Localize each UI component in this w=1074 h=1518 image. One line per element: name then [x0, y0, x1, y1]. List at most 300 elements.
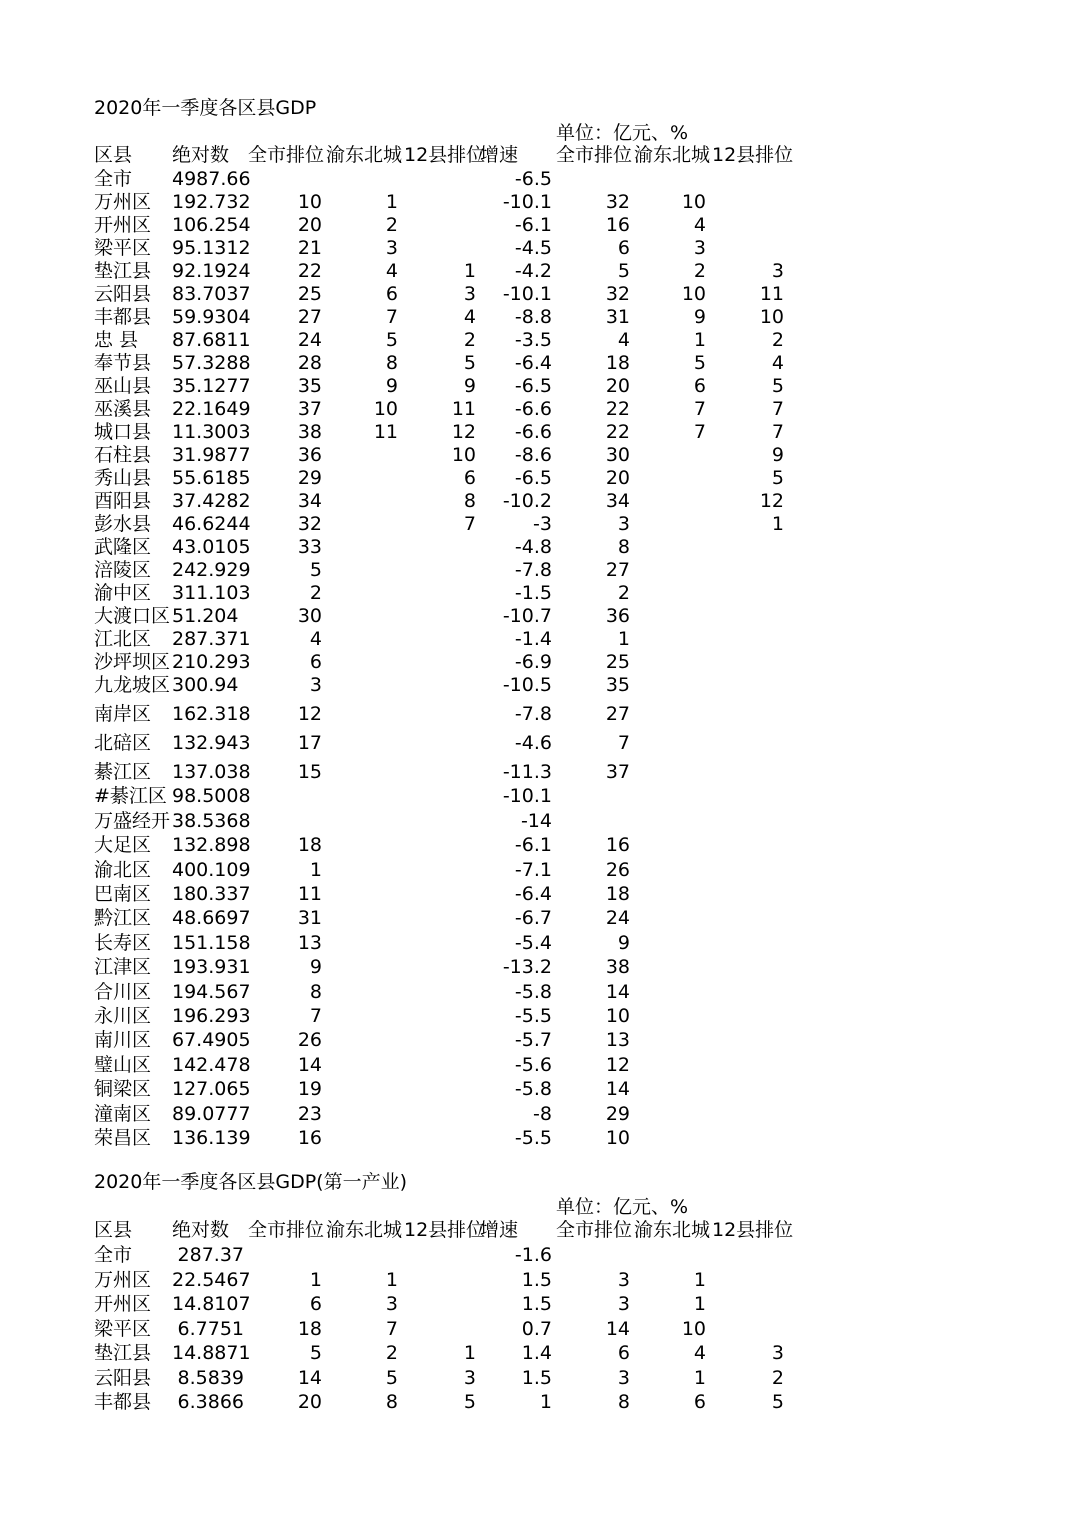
cell-growth-city-rank: 18	[605, 883, 630, 905]
cell-county: 九龙坡区	[94, 674, 171, 696]
cell-growth: -10.7	[502, 605, 552, 627]
cell-absolute: 193.931	[172, 956, 251, 979]
cell-growth-12county-rank	[710, 1054, 784, 1077]
cell-northeast-rank	[326, 628, 398, 651]
table-row	[0, 1342, 1074, 1365]
cell-growth-12county-rank	[710, 810, 784, 833]
cell-growth-northeast-rank	[632, 907, 706, 930]
table-row	[0, 283, 1074, 306]
cell-growth: -7.8	[514, 559, 552, 581]
cell-absolute: 14.8871	[172, 1342, 251, 1364]
cell-city-rank: 34	[297, 490, 322, 512]
cell-growth-12county-rank	[710, 237, 784, 260]
cell-growth-northeast-rank	[632, 883, 706, 906]
cell-absolute: 98.5008	[172, 785, 251, 808]
cell-growth-northeast-rank	[632, 1244, 706, 1267]
cell-city-rank: 26	[297, 1029, 322, 1052]
cell-city-rank: 1	[309, 1268, 322, 1291]
table-row	[0, 536, 1074, 559]
cell-growth-northeast-rank	[632, 859, 706, 882]
header-county: 区县	[94, 1219, 133, 1241]
cell-county: 武隆区	[94, 536, 152, 558]
cell-city-rank: 13	[297, 931, 322, 954]
cell-12county-rank	[402, 956, 476, 979]
cell-northeast-rank	[326, 536, 398, 559]
table-row	[0, 883, 1074, 906]
cell-12county-rank: 3	[463, 283, 476, 305]
cell-absolute: 92.1924	[172, 260, 251, 282]
cell-12county-rank: 4	[463, 306, 476, 328]
cell-absolute: 142.478	[172, 1053, 251, 1076]
cell-12county-rank	[402, 214, 476, 237]
table-row	[0, 329, 1074, 352]
cell-growth: 0.7	[521, 1317, 552, 1340]
cell-northeast-rank: 1	[385, 1268, 398, 1291]
cell-growth-12county-rank	[710, 1005, 784, 1028]
cell-growth: -6.6	[514, 398, 552, 420]
cell-growth-city-rank: 6	[617, 237, 630, 259]
cell-absolute: 31.9877	[172, 444, 251, 466]
cell-growth: -7.1	[514, 858, 552, 881]
cell-absolute: 22.5467	[172, 1268, 251, 1291]
cell-growth: -1.5	[514, 582, 552, 604]
cell-northeast-rank	[326, 467, 398, 490]
table-row	[0, 981, 1074, 1004]
cell-city-rank: 10	[297, 191, 322, 213]
cell-city-rank: 4	[309, 628, 322, 650]
cell-northeast-rank	[326, 703, 398, 726]
cell-growth: -6.6	[514, 421, 552, 443]
cell-absolute: 194.567	[172, 980, 251, 1003]
cell-12county-rank	[402, 1005, 476, 1028]
cell-county: 沙坪坝区	[94, 651, 171, 673]
cell-growth: -5.6	[514, 1053, 552, 1076]
cell-city-rank: 6	[309, 1293, 322, 1315]
cell-growth-northeast-rank: 2	[693, 260, 706, 282]
cell-absolute: 300.94	[172, 674, 239, 696]
cell-city-rank: 20	[297, 214, 322, 236]
cell-northeast-rank	[326, 932, 398, 955]
cell-growth-12county-rank: 4	[771, 352, 784, 374]
cell-northeast-rank: 3	[385, 237, 398, 259]
cell-growth-12county-rank	[710, 981, 784, 1004]
cell-growth-12county-rank: 1	[771, 513, 784, 535]
cell-city-rank: 30	[297, 605, 322, 627]
cell-growth-city-rank: 36	[605, 605, 630, 627]
cell-12county-rank	[402, 1054, 476, 1077]
cell-growth-city-rank: 2	[617, 582, 630, 604]
cell-growth-northeast-rank	[632, 651, 706, 674]
cell-county: 大渡口区	[94, 605, 171, 627]
cell-city-rank: 6	[309, 651, 322, 673]
cell-county: 渝中区	[94, 582, 152, 604]
cell-northeast-rank	[326, 444, 398, 467]
cell-growth-12county-rank: 9	[771, 444, 784, 466]
cell-growth-northeast-rank: 6	[693, 375, 706, 397]
cell-growth: -5.8	[514, 980, 552, 1003]
cell-growth-city-rank: 12	[605, 1053, 630, 1076]
header-growth-northeast-rank: 渝东北城	[634, 1219, 711, 1241]
cell-absolute: 132.898	[172, 834, 251, 857]
header-northeast-rank: 渝东北城	[326, 1219, 403, 1241]
table-row	[0, 1103, 1074, 1126]
cell-county: 巫山县	[94, 375, 152, 397]
cell-city-rank: 24	[297, 329, 322, 351]
cell-growth-12county-rank: 5	[771, 375, 784, 397]
header-growth-12county-rank: 12县排位	[712, 1219, 794, 1241]
cell-12county-rank: 8	[463, 490, 476, 512]
cell-city-rank: 7	[309, 1005, 322, 1027]
cell-county: 全市	[94, 1244, 133, 1266]
cell-city-rank: 33	[297, 536, 322, 558]
cell-absolute: 95.1312	[172, 237, 251, 259]
header-county: 区县	[94, 144, 133, 166]
cell-growth-city-rank: 4	[617, 329, 630, 351]
cell-12county-rank	[402, 651, 476, 674]
cell-growth-12county-rank	[710, 1244, 784, 1267]
cell-growth-northeast-rank	[632, 628, 706, 651]
cell-city-rank: 25	[297, 283, 322, 305]
cell-growth: -4.8	[514, 536, 552, 558]
cell-growth-northeast-rank: 4	[693, 214, 706, 236]
cell-city-rank: 36	[297, 444, 322, 466]
cell-growth: -6.1	[514, 834, 552, 857]
cell-northeast-rank: 5	[385, 1366, 398, 1389]
cell-growth-city-rank: 8	[617, 1391, 630, 1413]
cell-12county-rank	[402, 907, 476, 930]
cell-northeast-rank: 3	[385, 1293, 398, 1315]
cell-growth: -8.8	[514, 306, 552, 328]
cell-growth-12county-rank	[710, 1318, 784, 1341]
cell-absolute: 51.204	[172, 605, 239, 627]
cell-growth-city-rank: 8	[617, 536, 630, 558]
header-growth-city-rank: 全市排位	[556, 144, 633, 166]
table-row	[0, 810, 1074, 833]
cell-county: #綦江区	[94, 785, 167, 808]
cell-county: 合川区	[94, 980, 152, 1003]
cell-growth-northeast-rank	[632, 559, 706, 582]
cell-northeast-rank	[326, 956, 398, 979]
cell-county: 云阳县	[94, 283, 152, 305]
cell-city-rank	[248, 785, 322, 808]
cell-county: 江北区	[94, 628, 152, 650]
cell-absolute: 11.3003	[172, 421, 251, 443]
cell-absolute: 137.038	[172, 761, 251, 783]
cell-absolute: 242.929	[172, 559, 251, 581]
cell-absolute: 8.5839	[177, 1366, 244, 1389]
cell-northeast-rank	[326, 785, 398, 808]
table-row	[0, 191, 1074, 214]
cell-12county-rank	[402, 237, 476, 260]
cell-growth-12county-rank: 11	[759, 283, 784, 305]
cell-county: 开州区	[94, 1293, 152, 1315]
cell-12county-rank	[402, 674, 476, 697]
cell-county: 云阳县	[94, 1366, 152, 1389]
cell-growth: -6.5	[514, 168, 552, 190]
cell-county: 潼南区	[94, 1102, 152, 1125]
cell-growth-northeast-rank: 10	[681, 283, 706, 305]
cell-county: 万盛经开	[94, 809, 171, 832]
table-row	[0, 467, 1074, 490]
cell-county: 垫江县	[94, 260, 152, 282]
cell-12county-rank	[402, 883, 476, 906]
cell-city-rank: 31	[297, 907, 322, 930]
cell-growth-12county-rank: 12	[759, 490, 784, 512]
cell-absolute: 127.065	[172, 1078, 251, 1101]
cell-growth-northeast-rank: 3	[693, 237, 706, 259]
cell-12county-rank	[402, 191, 476, 214]
cell-growth: -8	[533, 1102, 552, 1125]
cell-growth-city-rank: 20	[605, 375, 630, 397]
cell-growth-city-rank: 3	[617, 1366, 630, 1389]
table-row	[0, 1391, 1074, 1414]
cell-growth-12county-rank: 7	[771, 398, 784, 420]
cell-absolute: 4987.66	[172, 168, 251, 190]
table-row	[0, 651, 1074, 674]
cell-county: 黔江区	[94, 907, 152, 930]
cell-growth-city-rank: 22	[605, 421, 630, 443]
cell-growth-12county-rank: 7	[771, 421, 784, 443]
cell-county: 万州区	[94, 191, 152, 213]
cell-growth: -6.4	[514, 352, 552, 374]
cell-growth-12county-rank	[710, 932, 784, 955]
cell-growth-city-rank: 3	[617, 1268, 630, 1291]
table-row	[0, 1293, 1074, 1316]
table2-title: 2020年一季度各区县GDP(第一产业)	[94, 1171, 407, 1193]
cell-absolute: 83.7037	[172, 283, 251, 305]
cell-city-rank: 20	[297, 1391, 322, 1413]
cell-northeast-rank	[326, 859, 398, 882]
cell-growth-city-rank: 9	[617, 931, 630, 954]
cell-northeast-rank	[326, 981, 398, 1004]
cell-northeast-rank	[326, 732, 398, 755]
cell-12county-rank	[402, 1269, 476, 1292]
cell-growth-city-rank: 20	[605, 467, 630, 489]
header-growth-12county-rank: 12县排位	[712, 144, 794, 166]
cell-growth: -6.9	[514, 651, 552, 673]
cell-growth-northeast-rank: 10	[681, 191, 706, 213]
table-row	[0, 1244, 1074, 1267]
cell-growth-city-rank: 29	[605, 1102, 630, 1125]
cell-growth: -5.4	[514, 931, 552, 954]
cell-growth-northeast-rank	[632, 761, 706, 784]
cell-growth-city-rank: 16	[605, 214, 630, 236]
cell-absolute: 400.109	[172, 858, 251, 881]
cell-county: 南岸区	[94, 703, 152, 725]
cell-growth: -4.5	[514, 237, 552, 259]
cell-growth-northeast-rank	[632, 1005, 706, 1028]
cell-county: 丰都县	[94, 306, 152, 328]
cell-city-rank: 12	[297, 703, 322, 725]
cell-absolute: 67.4905	[172, 1029, 251, 1052]
cell-absolute: 14.8107	[172, 1293, 251, 1315]
cell-northeast-rank	[326, 1078, 398, 1101]
table-row	[0, 1127, 1074, 1150]
cell-growth-12county-rank: 3	[771, 1342, 784, 1364]
cell-growth: -14	[520, 809, 552, 832]
cell-growth-12county-rank: 5	[771, 467, 784, 489]
cell-absolute: 162.318	[172, 703, 251, 725]
cell-growth-12county-rank: 3	[771, 260, 784, 282]
table-row	[0, 1318, 1074, 1341]
cell-12county-rank	[402, 628, 476, 651]
cell-northeast-rank	[326, 1054, 398, 1077]
cell-growth: -7.8	[514, 703, 552, 725]
cell-absolute: 43.0105	[172, 536, 251, 558]
cell-growth: -10.1	[502, 283, 552, 305]
cell-northeast-rank	[326, 490, 398, 513]
cell-growth-12county-rank	[710, 628, 784, 651]
cell-city-rank: 37	[297, 398, 322, 420]
table-row	[0, 260, 1074, 283]
cell-growth-city-rank	[556, 810, 630, 833]
cell-12county-rank	[402, 1103, 476, 1126]
table-row	[0, 703, 1074, 726]
header-northeast-rank: 渝东北城	[326, 144, 403, 166]
cell-northeast-rank: 2	[385, 1342, 398, 1364]
header-growth-northeast-rank: 渝东北城	[634, 144, 711, 166]
cell-absolute: 87.6811	[172, 329, 251, 351]
cell-growth-12county-rank	[710, 1103, 784, 1126]
cell-12county-rank	[402, 1318, 476, 1341]
cell-northeast-rank: 8	[385, 1391, 398, 1413]
cell-city-rank: 28	[297, 352, 322, 374]
cell-northeast-rank	[326, 513, 398, 536]
cell-growth-city-rank: 13	[605, 1029, 630, 1052]
cell-growth-northeast-rank	[632, 582, 706, 605]
cell-county: 彭水县	[94, 513, 152, 535]
cell-absolute: 287.37	[177, 1244, 244, 1266]
cell-county: 忠 县	[94, 329, 139, 351]
cell-growth-city-rank: 6	[617, 1342, 630, 1364]
cell-city-rank: 14	[297, 1053, 322, 1076]
cell-growth-city-rank: 10	[605, 1127, 630, 1149]
cell-county: 石柱县	[94, 444, 152, 466]
cell-county: 北碚区	[94, 732, 152, 754]
cell-growth: -10.5	[502, 674, 552, 696]
cell-growth: 1.5	[521, 1268, 552, 1291]
cell-12county-rank: 11	[451, 398, 476, 420]
cell-growth-northeast-rank	[632, 1103, 706, 1126]
cell-county: 綦江区	[94, 761, 152, 783]
cell-absolute: 89.0777	[172, 1102, 251, 1125]
table-row	[0, 214, 1074, 237]
cell-growth-city-rank: 1	[617, 628, 630, 650]
cell-growth-northeast-rank	[632, 444, 706, 467]
cell-12county-rank: 5	[463, 1391, 476, 1413]
cell-growth-12county-rank	[710, 1293, 784, 1316]
cell-growth-city-rank: 30	[605, 444, 630, 466]
header-absolute: 绝对数	[172, 1219, 230, 1241]
cell-growth-city-rank: 27	[605, 559, 630, 581]
table-row	[0, 168, 1074, 191]
cell-city-rank	[248, 810, 322, 833]
cell-absolute: 132.943	[172, 732, 251, 754]
cell-city-rank: 22	[297, 260, 322, 282]
table-row	[0, 1005, 1074, 1028]
cell-growth: -6.7	[514, 907, 552, 930]
cell-absolute: 192.732	[172, 191, 251, 213]
table1-title: 2020年一季度各区县GDP	[94, 97, 317, 119]
cell-county: 大足区	[94, 834, 152, 857]
cell-northeast-rank	[326, 559, 398, 582]
cell-absolute: 106.254	[172, 214, 251, 236]
cell-city-rank: 14	[297, 1366, 322, 1389]
cell-northeast-rank	[326, 761, 398, 784]
cell-growth-northeast-rank	[632, 467, 706, 490]
cell-absolute: 6.3866	[177, 1391, 244, 1413]
cell-growth-12county-rank: 10	[759, 306, 784, 328]
cell-city-rank: 29	[297, 467, 322, 489]
cell-growth-12county-rank	[710, 674, 784, 697]
cell-northeast-rank: 10	[373, 398, 398, 420]
table-row	[0, 306, 1074, 329]
cell-growth-northeast-rank	[632, 605, 706, 628]
cell-absolute: 22.1649	[172, 398, 251, 420]
cell-growth: -11.3	[502, 761, 552, 783]
cell-growth-city-rank: 31	[605, 306, 630, 328]
cell-growth-northeast-rank: 4	[693, 1342, 706, 1364]
cell-growth-city-rank: 32	[605, 191, 630, 213]
header-12county-rank: 12县排位	[404, 144, 486, 166]
table-row	[0, 559, 1074, 582]
cell-growth-northeast-rank	[632, 834, 706, 857]
cell-county: 奉节县	[94, 352, 152, 374]
cell-absolute: 311.103	[172, 582, 251, 604]
header-growth-city-rank: 全市排位	[556, 1219, 633, 1241]
cell-growth: -6.5	[514, 467, 552, 489]
table-row	[0, 513, 1074, 536]
cell-12county-rank	[402, 1029, 476, 1052]
cell-growth-northeast-rank	[632, 1127, 706, 1150]
cell-12county-rank	[402, 761, 476, 784]
cell-growth-12county-rank	[710, 582, 784, 605]
cell-northeast-rank	[326, 1005, 398, 1028]
cell-growth-12county-rank	[710, 883, 784, 906]
cell-12county-rank	[402, 859, 476, 882]
table-row	[0, 237, 1074, 260]
cell-growth-northeast-rank	[632, 536, 706, 559]
cell-growth-northeast-rank: 1	[693, 1366, 706, 1389]
cell-city-rank	[248, 1244, 322, 1267]
cell-northeast-rank	[326, 883, 398, 906]
cell-growth: -5.7	[514, 1029, 552, 1052]
cell-growth-12county-rank	[710, 907, 784, 930]
cell-northeast-rank: 9	[385, 375, 398, 397]
table-row	[0, 398, 1074, 421]
cell-12county-rank	[402, 536, 476, 559]
cell-growth: -13.2	[502, 956, 552, 979]
cell-12county-rank	[402, 582, 476, 605]
cell-growth: -4.6	[514, 732, 552, 754]
cell-growth: -6.1	[514, 214, 552, 236]
cell-growth-city-rank: 7	[617, 732, 630, 754]
cell-growth: -1.6	[514, 1244, 552, 1266]
cell-growth-northeast-rank	[632, 1054, 706, 1077]
table-row	[0, 605, 1074, 628]
cell-county: 江津区	[94, 956, 152, 979]
cell-growth-city-rank: 3	[617, 1293, 630, 1315]
cell-county: 垫江县	[94, 1342, 152, 1364]
cell-growth-city-rank: 24	[605, 907, 630, 930]
cell-12county-rank: 10	[451, 444, 476, 466]
cell-northeast-rank: 5	[385, 329, 398, 351]
cell-12county-rank: 1	[463, 1342, 476, 1364]
cell-northeast-rank	[326, 651, 398, 674]
cell-growth-12county-rank	[710, 559, 784, 582]
cell-growth-city-rank	[556, 1244, 630, 1267]
cell-city-rank: 9	[309, 956, 322, 979]
